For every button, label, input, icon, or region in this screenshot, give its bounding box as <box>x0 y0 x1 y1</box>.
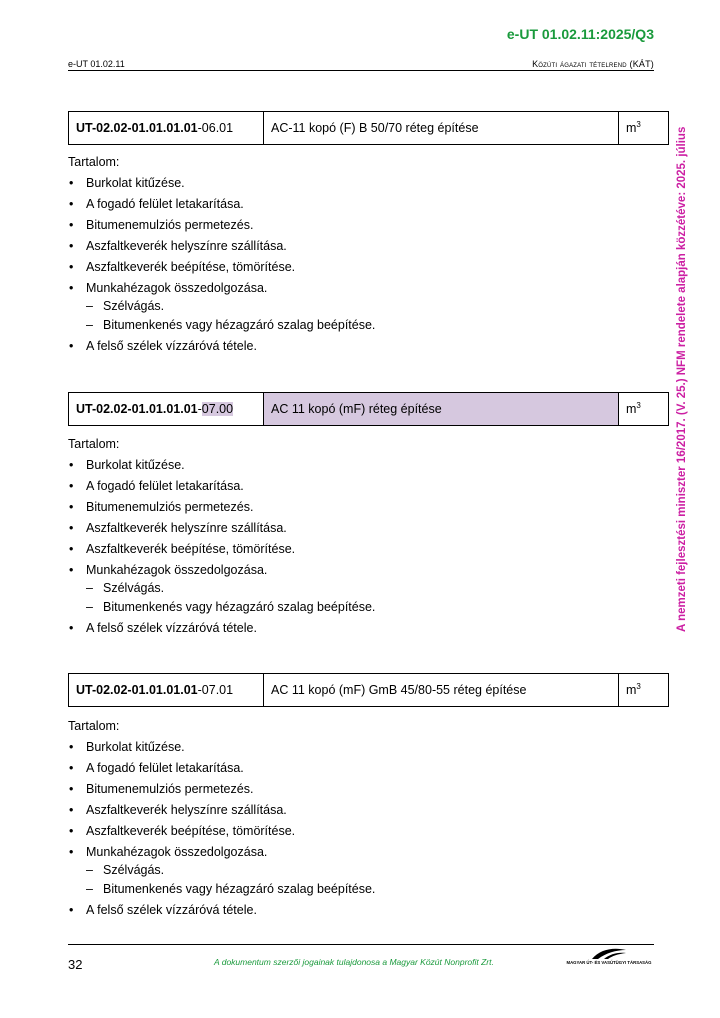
sub-list-item: – Bitumenkenés vagy hézagzáró szalag beépítése. <box>86 881 658 897</box>
header-left-code: e-UT 01.02.11 <box>68 59 125 69</box>
item-code-prefix: UT-02.02-01.01.01.01 <box>76 121 198 135</box>
item-content <box>68 436 658 641</box>
list-item: • Aszfaltkeverék beépítése, tömörítése. <box>68 541 658 557</box>
list-item-text: Munkahézagok összedolgozása. <box>86 281 268 295</box>
item-code-dash: - <box>197 402 202 416</box>
item-title: AC-11 kopó (F) B 50/70 réteg építése <box>264 112 619 145</box>
item-code-suffix: -07.01 <box>197 683 234 697</box>
list-item-text: Munkahézagok összedolgozása. <box>86 845 268 859</box>
list-item: • Aszfaltkeverék helyszínre szállítása. <box>68 238 658 254</box>
sub-list-item: – Szélvágás. <box>86 298 658 314</box>
list-item: • Aszfaltkeverék beépítése, tömörítése. <box>68 259 658 275</box>
side-publication-note: A nemzeti fejlesztési miniszter 16/2017. (V. 25.) NFM rendelete alapján közzétéve: 2025. július <box>676 126 688 632</box>
content-list <box>68 739 658 918</box>
item-code-prefix: UT-02.02-01.01.01.01 <box>76 683 198 697</box>
content-list <box>68 175 658 354</box>
list-item: • A felső szélek vízzáróvá tétele. <box>68 338 658 354</box>
list-item <box>68 562 658 615</box>
content-label: Tartalom: <box>68 719 120 733</box>
list-item: • A fogadó felület letakarítása. <box>68 478 658 494</box>
sub-list <box>86 298 658 333</box>
sub-list-item: – Bitumenkenés vagy hézagzáró szalag beépítése. <box>86 317 658 333</box>
list-item: • A felső szélek vízzáróvá tétele. <box>68 902 658 918</box>
list-item: • Burkolat kitűzése. <box>68 739 658 755</box>
sub-list-item: – Bitumenkenés vagy hézagzáró szalag beépítése. <box>86 599 658 615</box>
item-unit <box>619 393 669 426</box>
item-unit-exponent: 3 <box>636 119 641 129</box>
page-number: 32 <box>68 957 83 972</box>
item-code <box>69 674 264 707</box>
item-unit-symbol: m <box>626 402 637 416</box>
road-logo-icon <box>590 947 628 961</box>
sub-list-item: – Szélvágás. <box>86 862 658 878</box>
item-content <box>68 154 658 359</box>
item-unit-exponent: 3 <box>636 400 641 410</box>
sub-list <box>86 580 658 615</box>
list-item <box>68 844 658 897</box>
list-item: • Aszfaltkeverék helyszínre szállítása. <box>68 802 658 818</box>
item-header-table <box>68 392 669 426</box>
list-item: • Burkolat kitűzése. <box>68 457 658 473</box>
footer-copyright: A dokumentum szerzői jogainak tulajdonosa a Magyar Közút Nonprofit Zrt. <box>214 957 494 967</box>
footer-divider <box>68 944 654 945</box>
item-header-table <box>68 111 669 145</box>
header-right-title: Közúti ágazati tételrend (KÁT) <box>532 59 654 69</box>
item-code-suffix: -06.01 <box>197 121 234 135</box>
content-list <box>68 457 658 636</box>
sub-list <box>86 862 658 897</box>
list-item: • A fogadó felület letakarítása. <box>68 760 658 776</box>
society-logo <box>564 947 654 969</box>
item-code-prefix: UT-02.02-01.01.01.01 <box>76 402 198 416</box>
list-item: • Aszfaltkeverék beépítése, tömörítése. <box>68 823 658 839</box>
list-item: • Burkolat kitűzése. <box>68 175 658 191</box>
item-unit-symbol: m <box>626 683 637 697</box>
sub-list-item: – Szélvágás. <box>86 580 658 596</box>
list-item <box>68 280 658 333</box>
page-header <box>68 56 654 71</box>
content-label: Tartalom: <box>68 437 120 451</box>
item-code-suffix: 07.00 <box>201 402 234 416</box>
item-unit-exponent: 3 <box>636 681 641 691</box>
item-title: AC 11 kopó (mF) GmB 45/80-55 réteg építése <box>264 674 619 707</box>
item-title: AC 11 kopó (mF) réteg építése <box>264 393 619 426</box>
item-unit-symbol: m <box>626 121 637 135</box>
item-code <box>69 393 264 426</box>
content-label: Tartalom: <box>68 155 120 169</box>
document-code: e-UT 01.02.11:2025/Q3 <box>506 26 654 42</box>
list-item: • Bitumenemulziós permetezés. <box>68 499 658 515</box>
item-code <box>69 112 264 145</box>
item-unit <box>619 112 669 145</box>
item-unit <box>619 674 669 707</box>
list-item: • A fogadó felület letakarítása. <box>68 196 658 212</box>
logo-text: MAGYAR ÚT- ÉS VASÚTÜGYI TÁRSASÁG <box>566 960 652 965</box>
list-item: • Aszfaltkeverék helyszínre szállítása. <box>68 520 658 536</box>
list-item: • A felső szélek vízzáróvá tétele. <box>68 620 658 636</box>
list-item-text: Munkahézagok összedolgozása. <box>86 563 268 577</box>
item-content <box>68 718 658 923</box>
list-item: • Bitumenemulziós permetezés. <box>68 217 658 233</box>
list-item: • Bitumenemulziós permetezés. <box>68 781 658 797</box>
item-header-table <box>68 673 669 707</box>
